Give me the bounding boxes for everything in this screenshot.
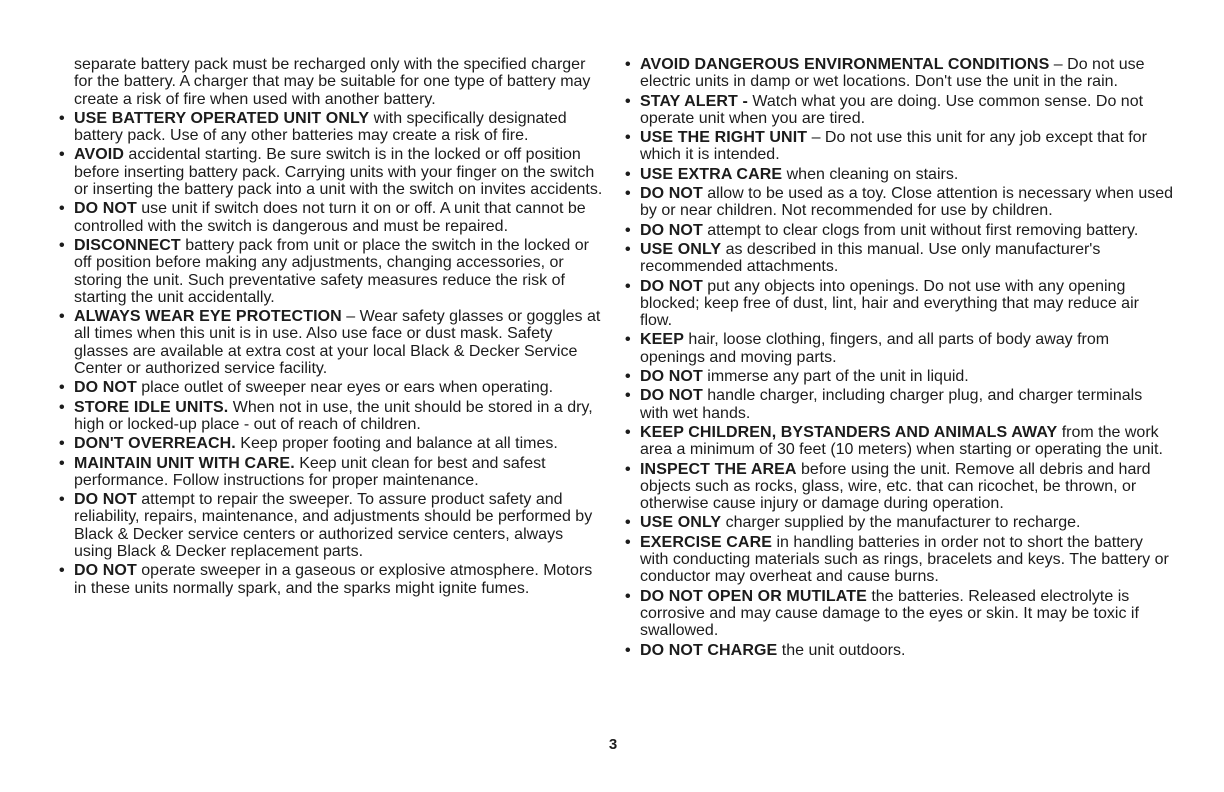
item-text: accidental starting. Be sure switch is in the locked or off position before inserting battery pack. Carrying units with your finger on the switch or inserting the battery pack into a unit with the switch on invites accidents. [74,146,603,199]
safety-item [57,110,605,145]
item-text: from the work area a minimum of 30 feet (10 meters) when starting or operating the unit. [640,423,1163,459]
item-heading: DO NOT [640,277,703,295]
item-heading: DON'T OVERREACH. [74,435,236,453]
bullet: • [59,562,65,580]
item-heading: DO NOT [640,387,703,405]
bullet: • [625,514,631,532]
item-heading: STAY ALERT - [640,92,748,110]
safety-item [623,93,1175,128]
item-heading: DO NOT CHARGE [640,641,778,659]
item-text: allow to be used as a toy. Close attention is necessary when used by or near children. Not recommended for use by children. [640,185,1174,220]
safety-item [623,534,1175,586]
bullet: • [625,185,631,203]
safety-item [623,185,1175,220]
bullet: • [625,221,631,239]
item-text: operate sweeper in a gaseous or explosive atmosphere. Motors in these units normally spark, and the sparks might ignite fumes. [74,562,593,597]
safety-item [623,166,1175,183]
bullet: • [625,533,631,551]
intro-paragraph: separate battery pack must be recharged only with the specified charger for the battery. A charger that may be suitable for one type of battery may create a risk of fire when used with another battery. [74,56,591,108]
safety-item [57,237,605,306]
safety-item [57,491,605,560]
bullet: • [625,165,631,183]
bullet: • [59,379,65,397]
left-column [57,56,605,599]
item-heading: AVOID [74,146,124,164]
item-heading: DO NOT [74,379,137,397]
item-heading: KEEP [640,331,684,349]
bullet: • [625,460,631,478]
item-text: – Wear safety glasses or goggles at all times when this unit is in use. Also use face or dust mask. Safety glasses are available at extra cost at your local Black & Decker Service Center or authorized service facility. [74,308,601,378]
safety-item [623,514,1175,531]
item-heading: MAINTAIN UNIT WITH CARE. [74,454,295,472]
item-text: When not in use, the unit should be stored in a dry, high or locked-up place - out of reach of children. [74,398,593,433]
right-column [623,56,1175,661]
safety-item [57,308,605,377]
bullet: • [59,398,65,416]
item-text: immerse any part of the unit in liquid. [702,368,969,386]
bullet: • [625,387,631,405]
item-text: attempt to clear clogs from unit without first removing battery. [702,221,1139,239]
bullet: • [59,146,65,164]
bullet: • [625,56,631,73]
safety-item [623,461,1175,513]
item-text: the batteries. Released electrolyte is corrosive and may cause damage to the eyes or skin. It may be toxic if swallowed. [640,587,1139,640]
bullet: • [59,109,65,127]
safety-item [623,387,1175,422]
safety-item [623,222,1175,239]
item-text: Watch what you are doing. Use common sense. Do not operate unit when you are tired. [640,92,1144,127]
item-heading: USE EXTRA CARE [640,165,783,183]
item-text: put any objects into openings. Do not use with any opening blocked; keep free of dust, lint, hair and everything that may reduce air flow. [640,277,1139,330]
item-heading: DO NOT [74,200,137,218]
safety-item [623,368,1175,385]
item-heading: AVOID DANGEROUS ENVIRONMENTAL CONDITIONS [640,56,1050,73]
bullet: • [59,491,65,509]
bullet: • [59,454,65,472]
item-text: Keep proper footing and balance at all times. [235,435,558,453]
bullet: • [625,129,631,147]
item-text: before using the unit. Remove all debris and hard objects such as rocks, glass, wire, etc. that can ricochet, be thrown, or otherwise cause injury or damage during operation. [640,460,1151,513]
item-heading: DO NOT [74,562,137,580]
safety-item [57,562,605,597]
bullet: • [625,368,631,386]
safety-item [623,424,1175,459]
page-number: 3 [608,736,618,753]
item-text: attempt to repair the sweeper. To assure product safety and reliability, repairs, maintenance, and adjustments should be performed by Black & Decker service centers or authorized service centers, always using Black & Decker replacement parts. [74,491,593,561]
safety-item [57,435,605,452]
safety-item [57,455,605,490]
bullet: • [59,308,65,326]
bullet: • [625,587,631,605]
item-text: as described in this manual. Use only manufacturer's recommended attachments. [640,240,1101,276]
safety-item [57,200,605,235]
item-heading: ALWAYS WEAR EYE PROTECTION [74,308,342,326]
bullet: • [625,240,631,258]
item-heading: DISCONNECT [74,236,181,254]
item-heading: USE THE RIGHT UNIT [640,129,808,147]
bullet: • [59,236,65,254]
item-text: – Do not use this unit for any job except that for which it is intended. [640,129,1147,164]
item-heading: EXERCISE CARE [640,533,772,551]
safety-item [623,241,1175,276]
safety-item [623,331,1175,366]
item-heading: DO NOT [74,491,137,509]
safety-item [623,642,1175,659]
item-text: use unit if switch does not turn it on or off. A unit that cannot be controlled with the switch is dangerous and must be repaired. [74,200,586,235]
item-heading: DO NOT [640,221,703,239]
item-heading: KEEP CHILDREN, BYSTANDERS AND ANIMALS AWAY [640,423,1058,441]
safety-item [57,399,605,434]
item-heading: DO NOT [640,368,703,386]
bullet: • [625,641,631,659]
safety-item [623,129,1175,164]
item-heading: USE ONLY [640,514,722,532]
item-text: handle charger, including charger plug, and charger terminals with wet hands. [640,387,1143,422]
safety-item [623,588,1175,640]
item-heading: INSPECT THE AREA [640,460,797,478]
item-text: when cleaning on stairs. [782,165,959,183]
bullet: • [625,92,631,110]
item-text: – Do not use electric units in damp or wet locations. Don't use the unit in the rain. [640,56,1145,91]
safety-item [57,379,605,396]
item-text: hair, loose clothing, fingers, and all parts of body away from openings and moving parts. [640,331,1110,366]
item-text: charger supplied by the manufacturer to recharge. [721,514,1081,532]
item-text: Keep unit clean for best and safest performance. Follow instructions for proper maintenance. [74,454,546,489]
safety-item [623,278,1175,330]
item-text: the unit outdoors. [777,641,906,659]
bullet: • [625,331,631,349]
bullet: • [625,277,631,295]
bullet: • [59,435,65,453]
item-text: place outlet of sweeper near eyes or ears when operating. [136,379,554,397]
item-text: battery pack from unit or place the switch in the locked or off position before making any adjustments, changing accessories, or storing the unit. Such preventative safety measures reduce the risk of starting the unit accidentally. [74,236,589,306]
item-heading: DO NOT [640,185,703,203]
item-text: in handling batteries in order not to short the battery with conducting materials such as rings, bracelets and keys. The battery or conductor may overheat and cause burns. [640,533,1169,586]
bullet: • [625,423,631,441]
item-heading: STORE IDLE UNITS. [74,398,229,416]
item-heading: USE BATTERY OPERATED UNIT ONLY [74,109,370,127]
item-heading: DO NOT OPEN OR MUTILATE [640,587,867,605]
item-heading: USE ONLY [640,240,722,258]
safety-item [57,146,605,198]
bullet: • [59,200,65,218]
item-text: with specifically designated battery pack. Use of any other batteries may create a risk of fire. [74,109,567,145]
safety-item [623,56,1175,91]
